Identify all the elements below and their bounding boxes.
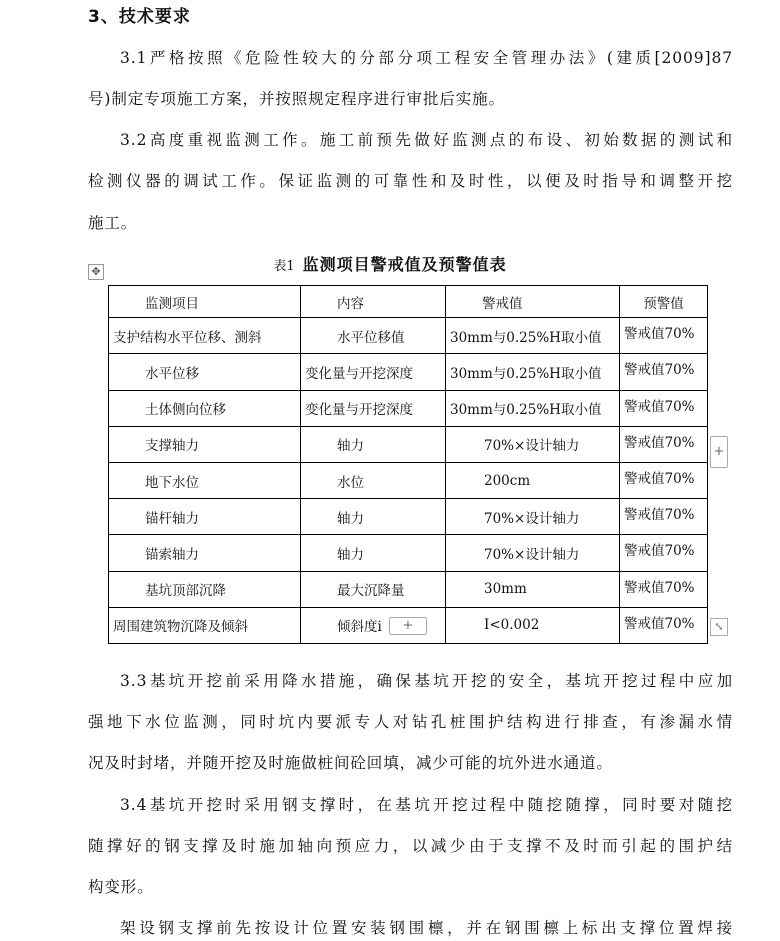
table-row [109, 571, 708, 607]
paragraph-line: 3.1严格按照《危险性较大的分部分项工程安全管理办法》(建质[2009]87 [120, 49, 733, 67]
paragraph-line: 3.4基坑开挖时采用钢支撑时，在基坑开挖过程中随挖随撑，同时要对随挖 [120, 796, 733, 814]
table-row [109, 535, 708, 571]
table-move-handle-icon[interactable]: ✥ [88, 264, 104, 280]
paragraph-line: 架设钢支撑前先按设计位置安装钢围檩，并在钢围檩上标出支撑位置焊接 [120, 919, 733, 937]
table-row [109, 390, 708, 426]
cell-warning[interactable]: 警戒值70% [620, 426, 708, 462]
header-cell-warning[interactable]: 预警值 [620, 286, 708, 318]
cell-alert[interactable]: I<0.002 [446, 607, 620, 643]
cell-content[interactable]: 水平位移值 [301, 318, 446, 354]
table-row [109, 462, 708, 498]
cell-warning[interactable]: 警戒值70% [620, 571, 708, 607]
cell-warning[interactable]: 警戒值70% [620, 462, 708, 498]
paragraph-line: 施工。 [88, 214, 138, 232]
section-heading: 3、技术要求 [88, 7, 191, 27]
table-caption [0, 252, 780, 275]
cell-warning[interactable]: 警戒值70% [620, 354, 708, 390]
table-row [109, 499, 708, 535]
cell-alert[interactable]: 200cm [446, 462, 620, 498]
paragraph-line: 3.2高度重视监测工作。施工前预先做好监测点的布设、初始数据的测试和 [120, 131, 733, 149]
cell-alert[interactable]: 30mm与0.25%H取小值 [446, 354, 620, 390]
cell-warning[interactable]: 警戒值70% [620, 390, 708, 426]
table-row [109, 426, 708, 462]
cell-warning[interactable]: 警戒值70% [620, 499, 708, 535]
table-resize-handle-icon[interactable]: ⤡ [710, 618, 728, 636]
cell-content[interactable]: 轴力 [301, 426, 446, 462]
paragraph-line: 3.3基坑开挖前采用降水措施，确保基坑开挖的安全，基坑开挖过程中应加 [120, 672, 733, 690]
cell-item[interactable]: 水平位移 [109, 354, 301, 390]
cell-alert[interactable]: 70%×设计轴力 [446, 499, 620, 535]
cell-item[interactable]: 土体侧向位移 [109, 390, 301, 426]
paragraph-line: 构变形。 [88, 878, 154, 896]
cell-content[interactable]: 水位 [301, 462, 446, 498]
cell-item[interactable]: 基坑顶部沉降 [109, 571, 301, 607]
paragraph-line: 强地下水位监测，同时坑内要派专人对钻孔桩围护结构进行排查，有渗漏水情 [88, 713, 733, 731]
cell-item[interactable]: 支撑轴力 [109, 426, 301, 462]
table-row [109, 354, 708, 390]
cell-item[interactable]: 周围建筑物沉降及倾斜 [109, 607, 301, 643]
cell-content[interactable]: 变化量与开挖深度 [301, 354, 446, 390]
cell-content[interactable]: 轴力 [301, 499, 446, 535]
header-cell-item[interactable]: 监测项目 [109, 286, 301, 318]
cell-content[interactable]: 轴力 [301, 535, 446, 571]
cell-alert[interactable]: 30mm与0.25%H取小值 [446, 318, 620, 354]
cell-content[interactable]: 最大沉降量 [301, 571, 446, 607]
cell-warning[interactable]: 警戒值70% [620, 535, 708, 571]
cell-alert[interactable]: 30mm与0.25%H取小值 [446, 390, 620, 426]
add-column-button[interactable]: + [710, 436, 728, 468]
table-caption-number: 表1 [273, 259, 295, 274]
cell-item[interactable]: 地下水位 [109, 462, 301, 498]
paragraph-line: 随撑好的钢支撑及时施加轴向预应力，以减少由于支撑不及时而引起的围护结 [88, 837, 733, 855]
cell-item[interactable]: 锚索轴力 [109, 535, 301, 571]
cell-item[interactable]: 支护结构水平位移、测斜 [109, 318, 301, 354]
cell-warning[interactable]: 警戒值70% [620, 318, 708, 354]
table-row [109, 318, 708, 354]
cell-alert[interactable]: 70%×设计轴力 [446, 535, 620, 571]
cell-content[interactable]: 变化量与开挖深度 [301, 390, 446, 426]
table-header-row [109, 286, 708, 318]
header-cell-alert[interactable]: 警戒值 [446, 286, 620, 318]
cell-item[interactable]: 锚杆轴力 [109, 499, 301, 535]
header-cell-content[interactable]: 内容 [301, 286, 446, 318]
table-caption-title: 监测项目警戒值及预警值表 [302, 255, 507, 274]
paragraph-line: 检测仪器的调试工作。保证监测的可靠性和及时性，以便及时指导和调整开挖 [88, 172, 733, 190]
cell-alert[interactable]: 30mm [446, 571, 620, 607]
add-row-button[interactable]: + [389, 617, 427, 635]
cell-content[interactable]: 倾斜度i [301, 607, 446, 643]
paragraph-line: 况及时封堵，并随开挖及时施做桩间砼回填，减少可能的坑外进水通道。 [88, 754, 613, 772]
cell-warning[interactable]: 警戒值70% [620, 607, 708, 643]
monitoring-table[interactable] [108, 285, 708, 644]
paragraph-line: 号)制定专项施工方案，并按照规定程序进行审批后实施。 [88, 90, 505, 108]
cell-alert[interactable]: 70%×设计轴力 [446, 426, 620, 462]
